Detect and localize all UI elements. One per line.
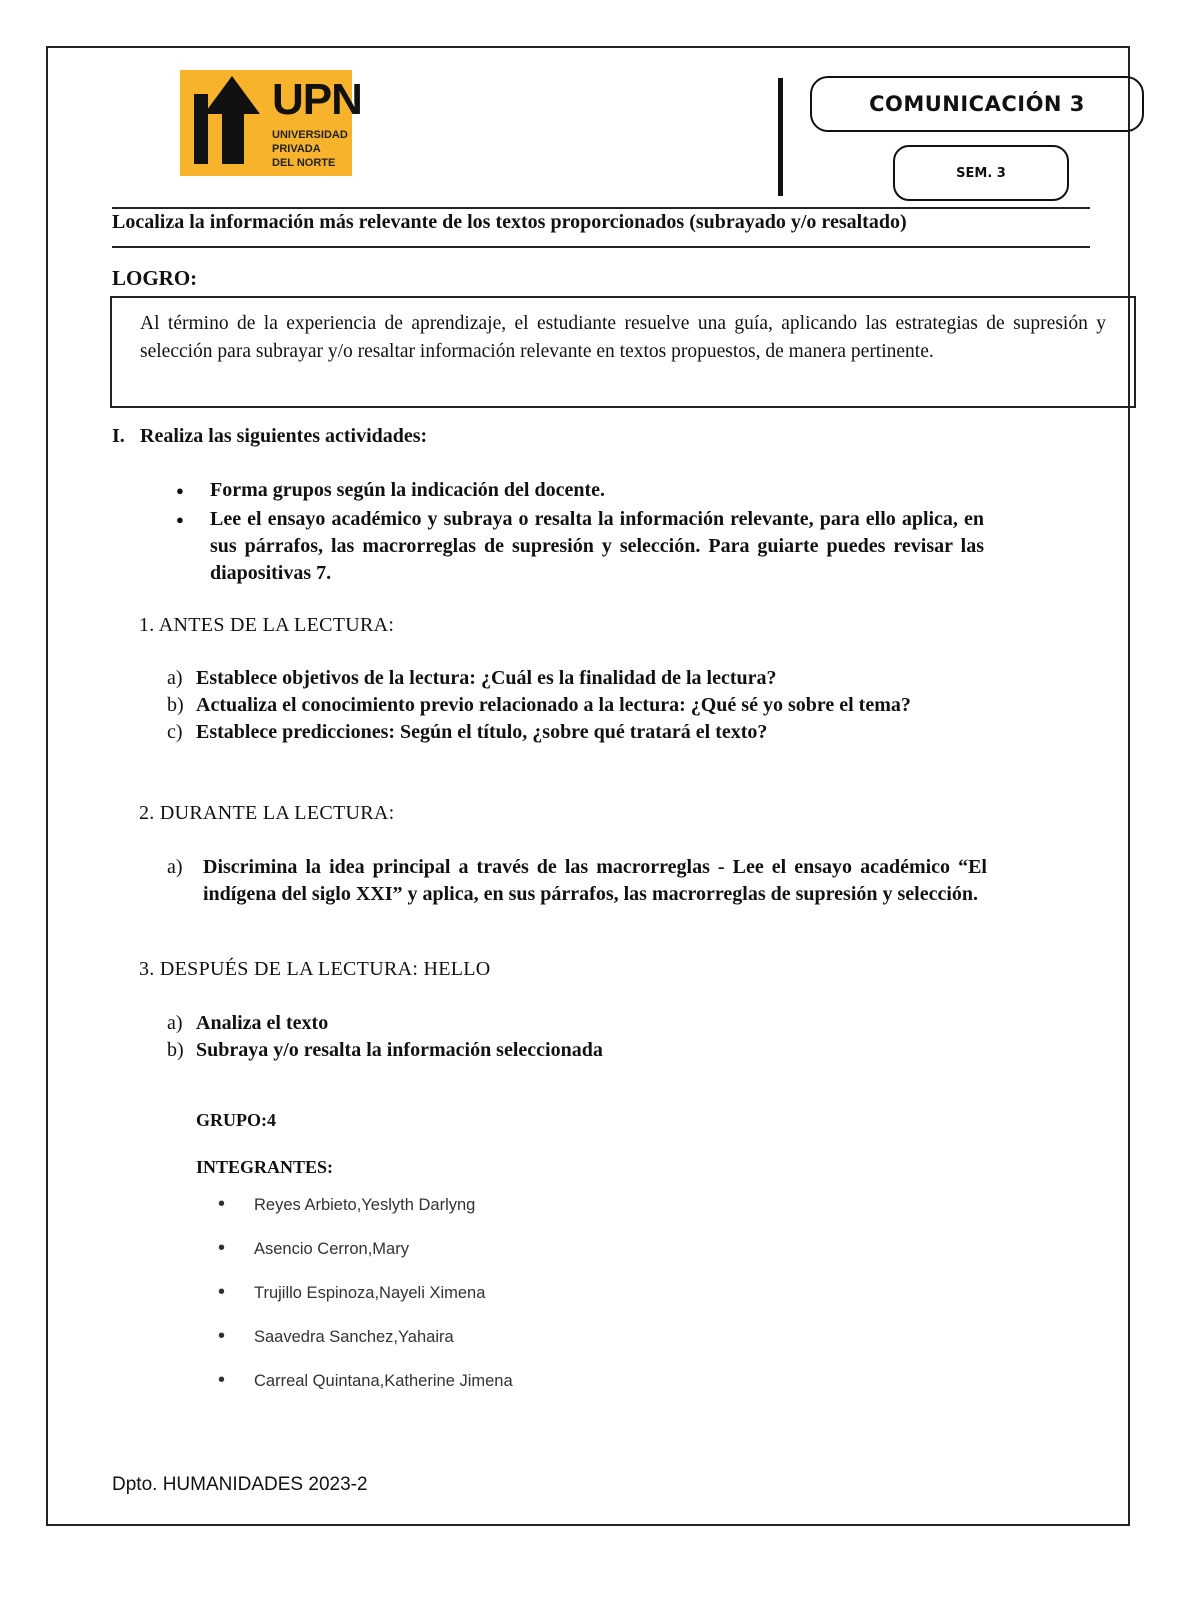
list-item: ● Forma grupos según la indicación del docente. (176, 477, 984, 504)
footer-department: Dpto. HUMANIDADES 2023-2 (112, 1474, 368, 1495)
top-rule (112, 207, 1090, 209)
activities-list (176, 477, 984, 589)
logro-title: LOGRO: (112, 266, 198, 290)
despues-heading: 3. DESPUÉS DE LA LECTURA: HELLO (139, 958, 491, 980)
header-divider (778, 78, 783, 196)
upn-logo (180, 70, 362, 176)
list-item: • Carreal Quintana,Katherine Jimena (218, 1372, 513, 1416)
group-label: GRUPO:4 (196, 1110, 276, 1130)
logo-subtitle: UNIVERSIDAD PRIVADA DEL NORTE (272, 129, 348, 169)
section-i-heading: I. Realiza las siguientes actividades: (112, 425, 428, 447)
list-item: c) Establece predicciones: Según el título, ¿sobre qué tratará el texto? (167, 721, 768, 743)
list-item: b) Subraya y/o resalta la información seleccionada (167, 1039, 603, 1061)
list-item: • Reyes Arbieto,Yeslyth Darlyng (218, 1196, 513, 1240)
list-item: • Saavedra Sanchez,Yahaira (218, 1328, 513, 1372)
session-box: SEM. 3 (893, 145, 1069, 201)
list-item: • Asencio Cerron,Mary (218, 1240, 513, 1284)
list-item: ● Lee el ensayo académico y subraya o resalta la información relevante, para ello aplica, en sus párrafos, las macrorreglas de supresión y selección. Para guiarte puedes revisar las diapositivas 7. (176, 506, 984, 587)
logo-wordmark: UPN (272, 75, 362, 124)
page-frame (46, 46, 1130, 1526)
antes-list (167, 665, 987, 746)
members-list (218, 1196, 513, 1416)
list-item: a) Discrimina la idea principal a través de las macrorreglas - Lee el ensayo académico “El indígena del siglo XXI” y aplica, en sus párrafos, las macrorreglas de supresión y selección. (167, 856, 987, 905)
durante-heading: 2. DURANTE LA LECTURA: (139, 802, 395, 824)
page-subtitle: Localiza la información más relevante de los textos proporcionados (subrayado y/o resaltado) (112, 211, 907, 233)
arrow-up-icon (180, 70, 270, 176)
antes-heading: 1. ANTES DE LA LECTURA: (139, 614, 395, 636)
list-item: • Trujillo Espinoza,Nayeli Ximena (218, 1284, 513, 1328)
members-label: INTEGRANTES: (196, 1157, 334, 1177)
logro-text: Al término de la experiencia de aprendizaje, el estudiante resuelve una guía, aplicando las estrategias de supresión y selección para subrayar y/o resaltar información relevante en textos propuestos, de manera pertinente. (140, 313, 1106, 362)
list-item: a) Establece objetivos de la lectura: ¿Cuál es la finalidad de la lectura? (167, 667, 777, 689)
course-title-box: COMUNICACIÓN 3 (810, 76, 1144, 132)
list-item: a) Analiza el texto (167, 1012, 329, 1034)
bottom-rule (112, 246, 1090, 248)
despues-list (167, 1010, 987, 1064)
list-item: b) Actualiza el conocimiento previo relacionado a la lectura: ¿Qué sé yo sobre el tema? (167, 694, 911, 716)
durante-list (167, 854, 987, 908)
logro-box (110, 296, 1136, 408)
